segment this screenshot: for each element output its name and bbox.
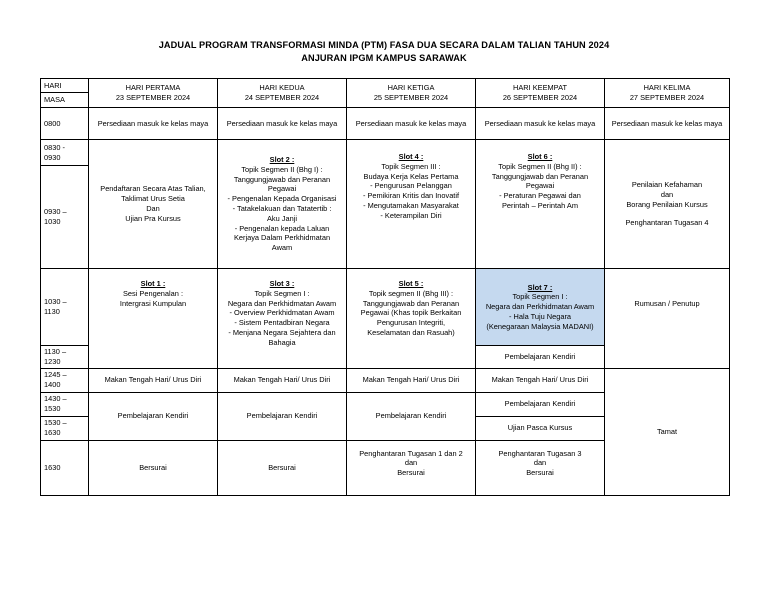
time-cell: 1245 – 1400 (41, 368, 89, 392)
schedule-cell: Pembelajaran Kendiri (347, 392, 476, 440)
day-header-2: HARI KEDUA 24 SEPTEMBER 2024 (218, 79, 347, 108)
schedule-cell: Penilaian Kefahaman dan Borang Penilaian Kursus Penghantaran Tugasan 4 (605, 140, 730, 269)
schedule-cell: Penghantaran Tugasan 3 dan Bersurai (476, 440, 605, 495)
schedule-cell: Makan Tengah Hari/ Urus Diri (89, 368, 218, 392)
time-cell: 1130 – 1230 (41, 346, 89, 369)
time-cell: 1530 – 1630 (41, 416, 89, 440)
schedule-cell: Pembelajaran Kendiri (218, 392, 347, 440)
day-header-1: HARI PERTAMA 23 SEPTEMBER 2024 (89, 79, 218, 108)
time-cell: 1430 – 1530 (41, 392, 89, 416)
document-subtitle: ANJURAN IPGM KAMPUS SARAWAK (301, 53, 467, 63)
hari-label: HARI (41, 79, 89, 93)
schedule-cell: Pembelajaran Kendiri (476, 346, 605, 369)
schedule-cell: Makan Tengah Hari/ Urus Diri (476, 368, 605, 392)
schedule-table (40, 78, 730, 496)
schedule-cell: Makan Tengah Hari/ Urus Diri (218, 368, 347, 392)
time-cell: 1630 (41, 440, 89, 495)
schedule-cell: Makan Tengah Hari/ Urus Diri (347, 368, 476, 392)
schedule-cell: Pendaftaran Secara Atas Talian, Taklimat Urus Setia Dan Ujian Pra Kursus (89, 140, 218, 269)
time-cell: 1030 – 1130 (41, 269, 89, 346)
schedule-cell: Tamat (605, 368, 730, 495)
schedule-cell: Ujian Pasca Kursus (476, 416, 605, 440)
slot-cell: Slot 3 : Topik Segmen I : Negara dan Perkhidmatan Awam - Overview Perkhidmatan Awam - Sistem Pentadbiran Negara - Menjana Negara Sejahtera dan Bahagia (218, 269, 347, 369)
time-cell: 0930 – 1030 (41, 166, 89, 269)
schedule-cell: Persediaan masuk ke kelas maya (476, 108, 605, 140)
slot-cell: Slot 2 : Topik Segmen II (Bhg I) : Tanggungjawab dan Peranan Pegawai - Pengenalan Kepada Organisasi - Tatakelakuan dan Tatatertib : Aku Janji - Pengenalan kepada Laluan Kerjaya Dalam Perkhidmatan Awam (218, 140, 347, 269)
day-header-5: HARI KELIMA 27 SEPTEMBER 2024 (605, 79, 730, 108)
schedule-cell: Persediaan masuk ke kelas maya (347, 108, 476, 140)
schedule-cell: Pembelajaran Kendiri (476, 392, 605, 416)
schedule-cell: Persediaan masuk ke kelas maya (89, 108, 218, 140)
schedule-cell: Bersurai (218, 440, 347, 495)
day-header-3: HARI KETIGA 25 SEPTEMBER 2024 (347, 79, 476, 108)
schedule-cell: Pembelajaran Kendiri (89, 392, 218, 440)
schedule-cell: Rumusan / Penutup (605, 269, 730, 369)
highlighted-slot-cell: Slot 7 : Topik Segmen I : Negara dan Perkhidmatan Awam - Hala Tuju Negara (Kenegaraan Malaysia MADANI) (476, 269, 605, 346)
schedule-cell: Persediaan masuk ke kelas maya (218, 108, 347, 140)
document-title: JADUAL PROGRAM TRANSFORMASI MINDA (PTM) FASA DUA SECARA DALAM TALIAN TAHUN 2024 (158, 40, 610, 50)
day-header-4: HARI KEEMPAT 26 SEPTEMBER 2024 (476, 79, 605, 108)
slot-cell: Slot 6 : Topik Segmen II (Bhg II) : Tanggungjawab dan Peranan Pegawai - Peraturan Pegawai dan Perintah – Perintah Am (476, 140, 605, 269)
slot-cell: Slot 1 : Sesi Pengenalan : Intergrasi Kumpulan (89, 269, 218, 369)
time-cell: 0800 (41, 108, 89, 140)
schedule-cell: Persediaan masuk ke kelas maya (605, 108, 730, 140)
schedule-cell: Bersurai (89, 440, 218, 495)
slot-cell: Slot 5 : Topik segmen II (Bhg III) : Tanggungjawab dan Peranan Pegawai (Khas topik Berkaitan Pengurusan Integriti, Keselamatan dan Rasuah) (347, 269, 476, 369)
slot-cell: Slot 4 : Topik Segmen III : Budaya Kerja Kelas Pertama - Pengurusan Pelanggan - Pemikiran Kritis dan Inovatif - Mengutamakan Masyarakat - Keterampilan Diri (347, 140, 476, 269)
schedule-cell: Penghantaran Tugasan 1 dan 2 dan Bersurai (347, 440, 476, 495)
time-cell: 0830 - 0930 (41, 140, 89, 166)
masa-label: MASA (41, 93, 89, 108)
